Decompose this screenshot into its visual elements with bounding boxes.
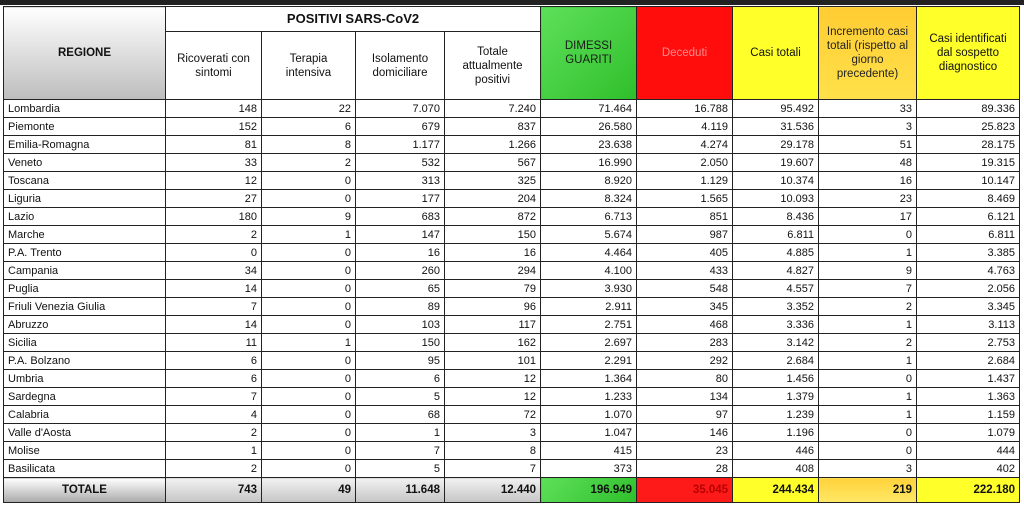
cell-incremento: 48 <box>819 154 917 172</box>
table-row <box>4 100 1020 118</box>
cell-incremento: 23 <box>819 190 917 208</box>
cell-casi-totali: 19.607 <box>733 154 819 172</box>
table-row <box>4 208 1020 226</box>
cell-totale-positivi: 96 <box>445 298 541 316</box>
cell-isolamento: 16 <box>356 244 445 262</box>
cell-regione: Valle d'Aosta <box>4 424 166 442</box>
cell-ricoverati: 2 <box>166 460 262 478</box>
cell-casi-identificati: 402 <box>917 460 1020 478</box>
cell-ricoverati: 148 <box>166 100 262 118</box>
cell-isolamento: 68 <box>356 406 445 424</box>
cell-totale-positivi: 294 <box>445 262 541 280</box>
cell-ricoverati: 6 <box>166 352 262 370</box>
cell-isolamento: 679 <box>356 118 445 136</box>
cell-casi-identificati: 2.753 <box>917 334 1020 352</box>
cell-deceduti: 468 <box>637 316 733 334</box>
cell-deceduti: 4.274 <box>637 136 733 154</box>
cell-dimessi: 3.930 <box>541 280 637 298</box>
cell-isolamento: 177 <box>356 190 445 208</box>
cell-dimessi: 1.047 <box>541 424 637 442</box>
header-deceduti: Deceduti <box>637 7 733 100</box>
cell-dimessi: 8.920 <box>541 172 637 190</box>
table-row <box>4 334 1020 352</box>
cell-dimessi: 415 <box>541 442 637 460</box>
cell-regione: Umbria <box>4 370 166 388</box>
header-dimessi: DIMESSI GUARITI <box>541 7 637 100</box>
cell-terapia: 0 <box>262 262 356 280</box>
cell-casi-totali: 29.178 <box>733 136 819 154</box>
cell-casi-identificati: 28.175 <box>917 136 1020 154</box>
cell-dimessi: 2.291 <box>541 352 637 370</box>
cell-deceduti: 16.788 <box>637 100 733 118</box>
cell-casi-identificati: 3.385 <box>917 244 1020 262</box>
totals-casi-identificati: 222.180 <box>917 478 1020 503</box>
cell-casi-identificati: 4.763 <box>917 262 1020 280</box>
cell-casi-identificati: 1.437 <box>917 370 1020 388</box>
cell-incremento: 1 <box>819 352 917 370</box>
cell-deceduti: 97 <box>637 406 733 424</box>
cell-dimessi: 26.580 <box>541 118 637 136</box>
cell-deceduti: 146 <box>637 424 733 442</box>
cell-casi-identificati: 1.363 <box>917 388 1020 406</box>
cell-incremento: 3 <box>819 460 917 478</box>
cell-regione: Abruzzo <box>4 316 166 334</box>
table-row <box>4 442 1020 460</box>
cell-casi-totali: 2.684 <box>733 352 819 370</box>
cell-totale-positivi: 117 <box>445 316 541 334</box>
cell-incremento: 7 <box>819 280 917 298</box>
cell-casi-totali: 446 <box>733 442 819 460</box>
cell-terapia: 0 <box>262 244 356 262</box>
cell-dimessi: 4.464 <box>541 244 637 262</box>
cell-ricoverati: 14 <box>166 280 262 298</box>
cell-incremento: 16 <box>819 172 917 190</box>
cell-incremento: 9 <box>819 262 917 280</box>
cell-ricoverati: 1 <box>166 442 262 460</box>
cell-deceduti: 28 <box>637 460 733 478</box>
cell-casi-identificati: 25.823 <box>917 118 1020 136</box>
cell-dimessi: 16.990 <box>541 154 637 172</box>
totals-row <box>4 478 1020 503</box>
cell-incremento: 2 <box>819 298 917 316</box>
table-row <box>4 298 1020 316</box>
cell-totale-positivi: 7 <box>445 460 541 478</box>
cell-totale-positivi: 204 <box>445 190 541 208</box>
table-row <box>4 316 1020 334</box>
cell-casi-totali: 408 <box>733 460 819 478</box>
cell-terapia: 0 <box>262 406 356 424</box>
cell-terapia: 0 <box>262 442 356 460</box>
cell-casi-identificati: 2.684 <box>917 352 1020 370</box>
cell-incremento: 0 <box>819 442 917 460</box>
cell-casi-identificati: 3.345 <box>917 298 1020 316</box>
cell-isolamento: 683 <box>356 208 445 226</box>
cell-incremento: 51 <box>819 136 917 154</box>
cell-incremento: 2 <box>819 334 917 352</box>
cell-ricoverati: 12 <box>166 172 262 190</box>
cell-casi-totali: 4.885 <box>733 244 819 262</box>
cell-incremento: 1 <box>819 316 917 334</box>
cell-terapia: 1 <box>262 334 356 352</box>
table-row <box>4 190 1020 208</box>
totals-totale-positivi: 12.440 <box>445 478 541 503</box>
cell-regione: Molise <box>4 442 166 460</box>
cell-incremento: 17 <box>819 208 917 226</box>
cell-isolamento: 95 <box>356 352 445 370</box>
cell-dimessi: 8.324 <box>541 190 637 208</box>
cell-incremento: 1 <box>819 388 917 406</box>
cell-ricoverati: 33 <box>166 154 262 172</box>
cell-ricoverati: 7 <box>166 388 262 406</box>
cell-casi-identificati: 1.079 <box>917 424 1020 442</box>
totals-label: TOTALE <box>4 478 166 503</box>
totals-terapia: 49 <box>262 478 356 503</box>
cell-dimessi: 373 <box>541 460 637 478</box>
cell-deceduti: 405 <box>637 244 733 262</box>
cell-casi-identificati: 6.121 <box>917 208 1020 226</box>
cell-deceduti: 987 <box>637 226 733 244</box>
cell-isolamento: 532 <box>356 154 445 172</box>
cell-totale-positivi: 3 <box>445 424 541 442</box>
cell-casi-totali: 1.379 <box>733 388 819 406</box>
covid-table-container <box>3 6 1019 503</box>
cell-casi-totali: 1.239 <box>733 406 819 424</box>
cell-regione: Friuli Venezia Giulia <box>4 298 166 316</box>
cell-deceduti: 433 <box>637 262 733 280</box>
cell-regione: Sardegna <box>4 388 166 406</box>
cell-isolamento: 103 <box>356 316 445 334</box>
cell-isolamento: 5 <box>356 460 445 478</box>
cell-deceduti: 2.050 <box>637 154 733 172</box>
table-row <box>4 172 1020 190</box>
cell-terapia: 0 <box>262 172 356 190</box>
cell-isolamento: 89 <box>356 298 445 316</box>
cell-dimessi: 2.911 <box>541 298 637 316</box>
cell-casi-identificati: 6.811 <box>917 226 1020 244</box>
cell-isolamento: 7.070 <box>356 100 445 118</box>
cell-regione: Sicilia <box>4 334 166 352</box>
cell-terapia: 6 <box>262 118 356 136</box>
cell-dimessi: 5.674 <box>541 226 637 244</box>
cell-ricoverati: 4 <box>166 406 262 424</box>
table-row <box>4 352 1020 370</box>
cell-dimessi: 4.100 <box>541 262 637 280</box>
cell-isolamento: 65 <box>356 280 445 298</box>
table-row <box>4 388 1020 406</box>
cell-isolamento: 7 <box>356 442 445 460</box>
cell-totale-positivi: 872 <box>445 208 541 226</box>
cell-isolamento: 313 <box>356 172 445 190</box>
cell-ricoverati: 180 <box>166 208 262 226</box>
cell-isolamento: 147 <box>356 226 445 244</box>
cell-totale-positivi: 12 <box>445 388 541 406</box>
cell-terapia: 0 <box>262 280 356 298</box>
cell-casi-identificati: 444 <box>917 442 1020 460</box>
cell-terapia: 0 <box>262 190 356 208</box>
cell-dimessi: 6.713 <box>541 208 637 226</box>
cell-dimessi: 1.233 <box>541 388 637 406</box>
cell-isolamento: 1 <box>356 424 445 442</box>
table-row <box>4 370 1020 388</box>
header-positivi-group: POSITIVI SARS-CoV2 <box>166 7 541 32</box>
cell-ricoverati: 81 <box>166 136 262 154</box>
cell-casi-totali: 31.536 <box>733 118 819 136</box>
cell-ricoverati: 152 <box>166 118 262 136</box>
cell-casi-totali: 1.456 <box>733 370 819 388</box>
header-totale-positivi: Totale attualmente positivi <box>445 32 541 100</box>
cell-casi-identificati: 19.315 <box>917 154 1020 172</box>
totals-isolamento: 11.648 <box>356 478 445 503</box>
cell-regione: Emilia-Romagna <box>4 136 166 154</box>
cell-deceduti: 292 <box>637 352 733 370</box>
cell-deceduti: 851 <box>637 208 733 226</box>
cell-regione: Basilicata <box>4 460 166 478</box>
totals-dimessi: 196.949 <box>541 478 637 503</box>
cell-totale-positivi: 150 <box>445 226 541 244</box>
cell-regione: Puglia <box>4 280 166 298</box>
cell-dimessi: 23.638 <box>541 136 637 154</box>
cell-terapia: 0 <box>262 424 356 442</box>
cell-casi-totali: 1.196 <box>733 424 819 442</box>
cell-regione: P.A. Bolzano <box>4 352 166 370</box>
cell-casi-identificati: 1.159 <box>917 406 1020 424</box>
cell-casi-totali: 10.374 <box>733 172 819 190</box>
cell-isolamento: 150 <box>356 334 445 352</box>
header-ricoverati: Ricoverati con sintomi <box>166 32 262 100</box>
cell-casi-totali: 95.492 <box>733 100 819 118</box>
cell-isolamento: 260 <box>356 262 445 280</box>
cell-deceduti: 548 <box>637 280 733 298</box>
cell-ricoverati: 2 <box>166 226 262 244</box>
totals-ricoverati: 743 <box>166 478 262 503</box>
cell-incremento: 3 <box>819 118 917 136</box>
cell-regione: Piemonte <box>4 118 166 136</box>
cell-regione: Liguria <box>4 190 166 208</box>
cell-regione: Toscana <box>4 172 166 190</box>
table-row <box>4 136 1020 154</box>
cell-casi-totali: 8.436 <box>733 208 819 226</box>
cell-terapia: 0 <box>262 370 356 388</box>
cell-incremento: 0 <box>819 424 917 442</box>
table-row <box>4 460 1020 478</box>
table-row <box>4 424 1020 442</box>
header-isolamento: Isolamento domiciliare <box>356 32 445 100</box>
table-row <box>4 154 1020 172</box>
cell-casi-totali: 3.352 <box>733 298 819 316</box>
cell-deceduti: 4.119 <box>637 118 733 136</box>
cell-terapia: 0 <box>262 316 356 334</box>
cell-totale-positivi: 101 <box>445 352 541 370</box>
cell-casi-identificati: 8.469 <box>917 190 1020 208</box>
cell-regione: Marche <box>4 226 166 244</box>
cell-incremento: 33 <box>819 100 917 118</box>
cell-deceduti: 283 <box>637 334 733 352</box>
cell-totale-positivi: 1.266 <box>445 136 541 154</box>
cell-regione: Veneto <box>4 154 166 172</box>
cell-deceduti: 23 <box>637 442 733 460</box>
cell-regione: Lazio <box>4 208 166 226</box>
cell-ricoverati: 11 <box>166 334 262 352</box>
cell-ricoverati: 6 <box>166 370 262 388</box>
cell-regione: Calabria <box>4 406 166 424</box>
cell-deceduti: 345 <box>637 298 733 316</box>
cell-casi-totali: 10.093 <box>733 190 819 208</box>
cell-incremento: 0 <box>819 370 917 388</box>
header-casi-totali: Casi totali <box>733 7 819 100</box>
cell-dimessi: 1.070 <box>541 406 637 424</box>
covid-regional-table <box>3 6 1020 503</box>
cell-totale-positivi: 72 <box>445 406 541 424</box>
cell-deceduti: 1.129 <box>637 172 733 190</box>
cell-isolamento: 1.177 <box>356 136 445 154</box>
cell-casi-identificati: 10.147 <box>917 172 1020 190</box>
top-border <box>0 0 1024 5</box>
cell-casi-identificati: 89.336 <box>917 100 1020 118</box>
cell-casi-totali: 3.142 <box>733 334 819 352</box>
cell-totale-positivi: 16 <box>445 244 541 262</box>
cell-terapia: 9 <box>262 208 356 226</box>
totals-casi-totali: 244.434 <box>733 478 819 503</box>
cell-terapia: 8 <box>262 136 356 154</box>
cell-totale-positivi: 8 <box>445 442 541 460</box>
cell-totale-positivi: 79 <box>445 280 541 298</box>
table-row <box>4 280 1020 298</box>
cell-dimessi: 71.464 <box>541 100 637 118</box>
header-regione: REGIONE <box>4 7 166 100</box>
table-row <box>4 262 1020 280</box>
cell-ricoverati: 7 <box>166 298 262 316</box>
cell-incremento: 1 <box>819 244 917 262</box>
header-terapia: Terapia intensiva <box>262 32 356 100</box>
cell-totale-positivi: 7.240 <box>445 100 541 118</box>
cell-dimessi: 2.697 <box>541 334 637 352</box>
cell-dimessi: 1.364 <box>541 370 637 388</box>
cell-terapia: 0 <box>262 298 356 316</box>
cell-totale-positivi: 325 <box>445 172 541 190</box>
table-row <box>4 244 1020 262</box>
cell-deceduti: 80 <box>637 370 733 388</box>
cell-ricoverati: 27 <box>166 190 262 208</box>
cell-casi-identificati: 3.113 <box>917 316 1020 334</box>
cell-casi-totali: 4.827 <box>733 262 819 280</box>
cell-regione: Campania <box>4 262 166 280</box>
cell-regione: P.A. Trento <box>4 244 166 262</box>
cell-casi-totali: 3.336 <box>733 316 819 334</box>
cell-incremento: 0 <box>819 226 917 244</box>
cell-totale-positivi: 567 <box>445 154 541 172</box>
cell-totale-positivi: 162 <box>445 334 541 352</box>
cell-incremento: 1 <box>819 406 917 424</box>
cell-dimessi: 2.751 <box>541 316 637 334</box>
header-casi-identificati: Casi identificati dal sospetto diagnostico <box>917 7 1020 100</box>
cell-ricoverati: 14 <box>166 316 262 334</box>
totals-incremento: 219 <box>819 478 917 503</box>
table-row <box>4 226 1020 244</box>
table-header <box>4 7 1020 100</box>
cell-regione: Lombardia <box>4 100 166 118</box>
cell-totale-positivi: 12 <box>445 370 541 388</box>
cell-terapia: 22 <box>262 100 356 118</box>
table-body <box>4 100 1020 478</box>
cell-deceduti: 134 <box>637 388 733 406</box>
table-row <box>4 118 1020 136</box>
header-incremento: Incremento casi totali (rispetto al giorno precedente) <box>819 7 917 100</box>
cell-terapia: 0 <box>262 388 356 406</box>
cell-terapia: 0 <box>262 460 356 478</box>
cell-casi-totali: 4.557 <box>733 280 819 298</box>
cell-deceduti: 1.565 <box>637 190 733 208</box>
cell-isolamento: 6 <box>356 370 445 388</box>
cell-ricoverati: 34 <box>166 262 262 280</box>
cell-ricoverati: 2 <box>166 424 262 442</box>
cell-terapia: 0 <box>262 352 356 370</box>
cell-terapia: 1 <box>262 226 356 244</box>
cell-totale-positivi: 837 <box>445 118 541 136</box>
cell-ricoverati: 0 <box>166 244 262 262</box>
cell-casi-identificati: 2.056 <box>917 280 1020 298</box>
table-row <box>4 406 1020 424</box>
cell-isolamento: 5 <box>356 388 445 406</box>
cell-terapia: 2 <box>262 154 356 172</box>
totals-deceduti: 35.045 <box>637 478 733 503</box>
cell-casi-totali: 6.811 <box>733 226 819 244</box>
